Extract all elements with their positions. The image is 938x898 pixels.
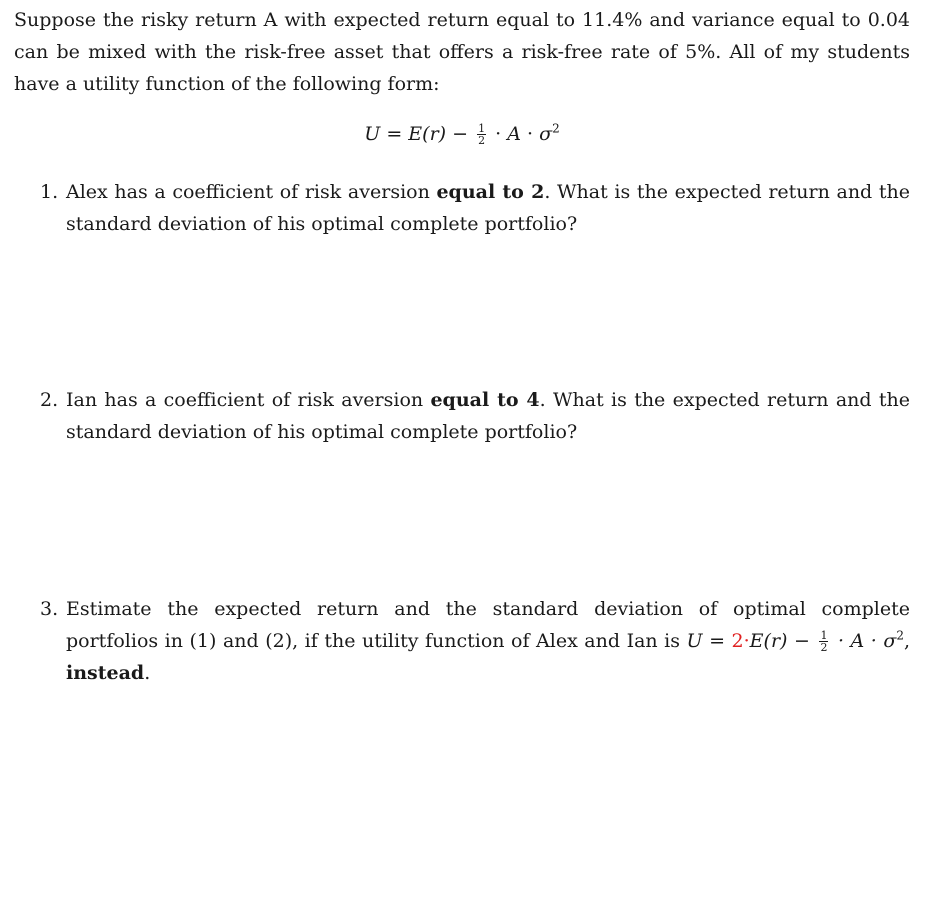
question-emphasis: equal to 2: [436, 181, 545, 203]
eq-expected-return: E(r): [408, 123, 447, 145]
eq-sigma-power: 2: [552, 121, 560, 136]
eq-expected-return: E(r): [749, 630, 788, 652]
eq-dot: ·: [527, 123, 534, 145]
question-text: [66, 384, 910, 448]
eq-sigma: σ: [539, 123, 553, 145]
eq-minus: −: [452, 123, 469, 145]
eq-minus: −: [787, 630, 817, 652]
question-emphasis: equal to 4: [430, 389, 540, 411]
eq-frac-numerator: 1: [478, 121, 486, 135]
question-text-part: Alex has a coefficient of risk aversion: [66, 181, 437, 203]
question-text-part: Ian has a coefficient of risk aversion: [66, 389, 431, 411]
eq-sigma-power: 2: [896, 628, 904, 643]
question-text: [66, 593, 910, 689]
intro-paragraph: Suppose the risky return A with expected return equal to 11.4% and variance equal to 0.04 can be mixed with the risk-free asset that offers a risk-free rate of 5%. All of my students have a utility function of the following form:: [14, 9, 910, 95]
eq-frac-denominator: 2: [478, 133, 486, 147]
eq-equals: =: [702, 630, 732, 652]
eq-utility-symbol: U: [686, 630, 703, 652]
question-text-part: Estimate the expected return and the standard deviation of optimal complete portfolios in (1) and (2), if the utility function of Alex and Ian is: [66, 598, 910, 652]
eq-utility-symbol: U: [364, 123, 381, 145]
question-number: 2.: [40, 389, 59, 411]
question-emphasis: instead: [66, 662, 145, 684]
question-2: [40, 384, 910, 448]
question-number: 3.: [40, 598, 59, 620]
eq-frac-numerator: 1: [820, 628, 828, 642]
eq-dot: ·: [495, 123, 502, 145]
question-text-part: ,: [903, 630, 911, 652]
question-text-part: . What is the expected return and the standard deviation of his optimal complete portfolio?: [66, 181, 910, 235]
eq-weight-highlight: 2·: [731, 630, 750, 652]
eq-half-fraction: [819, 630, 828, 653]
question-text-part: . What is the expected return and the standard deviation of his optimal complete portfolio?: [66, 389, 910, 443]
eq-equals: =: [386, 123, 403, 145]
eq-risk-aversion: A: [507, 123, 521, 145]
eq-frac-denominator: 2: [820, 640, 828, 654]
question-text-part: .: [144, 662, 151, 684]
question-3: [40, 593, 910, 689]
utility-equation: [0, 118, 924, 150]
eq-risk-term: · A · σ: [831, 630, 897, 652]
question-number: 1.: [40, 181, 59, 203]
question-text: [66, 176, 910, 240]
question-1: [40, 176, 910, 240]
eq-half-fraction: [477, 123, 486, 146]
